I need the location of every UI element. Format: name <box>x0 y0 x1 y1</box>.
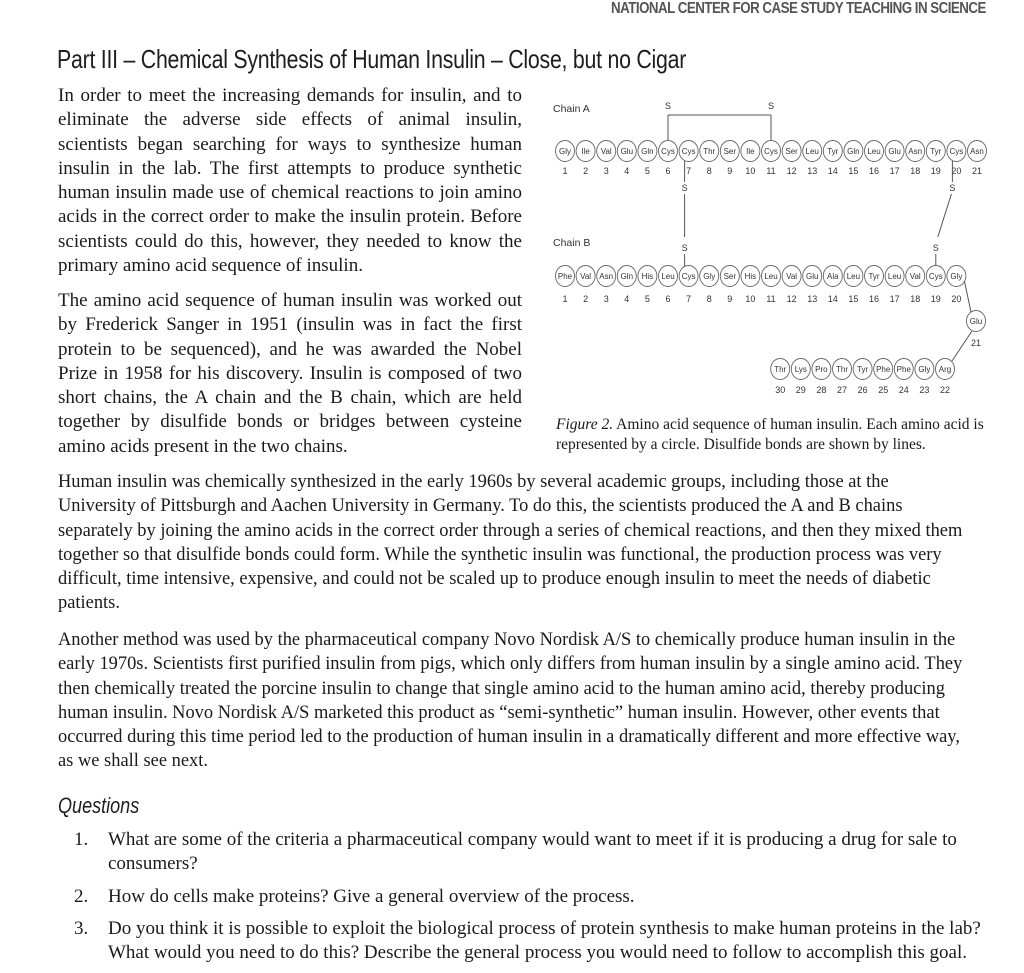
svg-text:Cys: Cys <box>681 272 696 281</box>
chain-a-residue <box>865 141 884 162</box>
chain-b-residue <box>741 266 760 287</box>
svg-text:Cys: Cys <box>928 272 943 281</box>
chain-b-residue <box>812 359 831 380</box>
svg-text:Ser: Ser <box>723 272 737 281</box>
svg-text:17: 17 <box>889 166 900 176</box>
svg-text:Leu: Leu <box>805 147 819 156</box>
question-text: What are some of the criteria a pharmaceutical company would want to meet if it is producing a drug for sale to consumers? <box>108 829 957 875</box>
svg-text:20: 20 <box>951 294 962 304</box>
svg-text:5: 5 <box>644 166 650 176</box>
svg-text:16: 16 <box>868 166 880 176</box>
chain-a-residue <box>556 141 575 162</box>
svg-text:28: 28 <box>816 385 827 395</box>
svg-text:Leu: Leu <box>887 272 902 281</box>
question-item <box>74 917 1004 966</box>
svg-text:Asn: Asn <box>908 147 923 156</box>
svg-text:29: 29 <box>795 385 806 395</box>
chain-b-residue <box>844 266 863 287</box>
svg-text:17: 17 <box>889 294 900 304</box>
svg-text:Leu: Leu <box>764 272 778 281</box>
svg-text:Val: Val <box>909 272 921 281</box>
chain-a-residue <box>968 141 987 162</box>
question-number: 2. <box>74 885 89 907</box>
svg-text:Chain B: Chain B <box>553 237 591 249</box>
questions-heading: Questions <box>58 793 140 818</box>
chain-a-residue <box>700 141 719 162</box>
svg-text:Thr: Thr <box>703 147 716 156</box>
chain-a-residue <box>762 141 781 162</box>
svg-text:16: 16 <box>868 294 880 304</box>
svg-text:Gln: Gln <box>847 147 860 156</box>
svg-text:8: 8 <box>706 166 712 176</box>
svg-text:1: 1 <box>562 294 568 304</box>
svg-text:Lys: Lys <box>794 365 807 374</box>
chain-a-residue <box>741 141 760 162</box>
svg-text:2: 2 <box>583 294 589 304</box>
chain-a-residue <box>906 141 925 162</box>
chain-b-residue <box>803 266 822 287</box>
svg-text:Ser: Ser <box>785 147 798 156</box>
svg-text:24: 24 <box>898 385 909 395</box>
chain-b-residue <box>865 266 884 287</box>
chain-b-residue <box>556 266 575 287</box>
question-text: How do cells make proteins? Give a general overview of the process. <box>108 885 635 907</box>
svg-text:Leu: Leu <box>867 147 881 156</box>
chain-b-residue <box>617 266 636 287</box>
svg-text:Asn: Asn <box>970 147 984 156</box>
chain-a-residue <box>679 141 698 162</box>
svg-text:Cys: Cys <box>681 147 696 156</box>
chain-b-residue <box>791 359 810 380</box>
chain-a-residue <box>782 141 801 162</box>
svg-text:19: 19 <box>930 166 941 176</box>
chain-b-residue <box>771 359 790 380</box>
svg-text:20: 20 <box>951 166 962 176</box>
question-item <box>74 828 1004 877</box>
chain-b-residue <box>762 266 781 287</box>
svg-text:3: 3 <box>603 166 609 176</box>
svg-text:19: 19 <box>930 294 941 304</box>
svg-text:Phe: Phe <box>876 365 891 374</box>
svg-text:14: 14 <box>827 294 838 304</box>
chain-a-residue <box>844 141 863 162</box>
svg-text:Ile: Ile <box>746 147 755 156</box>
chain-b-residue <box>967 311 986 332</box>
svg-text:8: 8 <box>706 294 712 304</box>
svg-text:Glu: Glu <box>969 317 983 326</box>
svg-text:Chain A: Chain A <box>553 103 590 115</box>
chain-b-residue <box>885 266 904 287</box>
svg-text:His: His <box>744 272 757 281</box>
svg-text:S: S <box>681 243 688 253</box>
svg-text:Pro: Pro <box>815 365 828 374</box>
svg-text:Tyr: Tyr <box>857 365 869 374</box>
chain-a-residue <box>617 141 636 162</box>
question-text: Do you think it is possible to exploit the biological process of protein synthesis to make human proteins in the lab? What would you need to do this? Describe the general process you would need to follow to accomplish this goal. <box>108 917 981 964</box>
chain-b-residue <box>894 359 913 380</box>
svg-text:Cys: Cys <box>764 147 778 156</box>
svg-text:30: 30 <box>775 385 786 395</box>
chain-a-residue <box>659 141 678 162</box>
svg-text:10: 10 <box>745 166 756 176</box>
svg-text:3: 3 <box>603 294 609 304</box>
paragraph-chemical-synthesis: Human insulin was chemically synthesized in the early 1960s by several academic groups, including those at the University of Pittsburgh and Aachen University in Germany. To do this, the scientists produced the A and B chains separately by joining the amino acids in the correct order through a series of chemical reactions, and then they mixed them together so that disulfide bonds could form. While the synthetic insulin was functional, the production process was very difficult, time intensive, expensive, and could not be scaled up to produce enough insulin to meet the needs of diabetic patients. <box>58 471 963 614</box>
svg-text:S: S <box>949 183 956 193</box>
svg-text:13: 13 <box>807 294 818 304</box>
svg-text:Phe: Phe <box>557 272 573 281</box>
paragraph-novo-nordisk: Another method was used by the pharmaceutical company Novo Nordisk A/S to chemically produce human insulin in the early 1970s. Scientists first purified insulin from pigs, which only differs from human insulin by a single amino acid. They then chemically treated the porcine insulin to change that single amino acid to the human amino acid, thereby producing human insulin. Novo Nordisk A/S marketed this product as “semi-synthetic” human insulin. However, other events that occurred during this time period led to the production of human insulin in a dramatically different and more effective way, as we shall see next. <box>58 629 963 772</box>
svg-text:9: 9 <box>727 294 733 304</box>
chain-b-residue <box>823 266 842 287</box>
svg-text:S: S <box>681 183 688 193</box>
svg-text:9: 9 <box>727 166 733 176</box>
question-number: 1. <box>74 829 89 850</box>
svg-text:12: 12 <box>786 166 797 176</box>
svg-text:Gly: Gly <box>703 272 716 281</box>
chain-b-residue <box>853 359 872 380</box>
question-item <box>74 885 1004 909</box>
svg-text:Val: Val <box>600 147 612 156</box>
chain-b-residue <box>947 266 966 287</box>
chain-b-residue <box>720 266 739 287</box>
chain-b-residue <box>576 266 595 287</box>
paragraph-intro: In order to meet the increasing demands for insulin, and to eliminate the adverse side effects of animal insulin, scientists began searching for ways to synthesize human insulin in the lab. The first attempts to produce synthetic human insulin made use of chemical reactions to join amino acids in the correct order to make the insulin protein. Before scientists could do this, however, they needed to know the primary amino acid sequence of insulin. <box>58 85 522 277</box>
svg-text:Tyr: Tyr <box>930 147 942 156</box>
svg-text:Thr: Thr <box>836 365 848 374</box>
svg-text:5: 5 <box>644 294 650 304</box>
svg-text:1: 1 <box>562 166 568 176</box>
chain-b-residue <box>833 359 852 380</box>
chain-b-residue <box>915 359 934 380</box>
chain-b-residue <box>638 266 657 287</box>
chain-b-residue <box>906 266 925 287</box>
svg-text:Val: Val <box>786 272 798 281</box>
svg-text:Ala: Ala <box>827 272 839 281</box>
svg-text:Gly: Gly <box>559 147 571 156</box>
svg-text:12: 12 <box>786 294 797 304</box>
figure-caption-text: Amino acid sequence of human insulin. Each amino acid is represented by a circle. Disulfide bonds are shown by lines. <box>556 416 984 453</box>
chain-a-residue <box>823 141 842 162</box>
svg-text:2: 2 <box>583 166 589 176</box>
amino-acid-diagram <box>548 95 988 410</box>
chain-a-residue <box>720 141 739 162</box>
svg-text:Leu: Leu <box>661 272 675 281</box>
svg-text:Gly: Gly <box>950 272 963 281</box>
chain-a-residue <box>597 141 616 162</box>
chain-b-residue <box>782 266 801 287</box>
svg-text:6: 6 <box>665 294 671 304</box>
figure-caption <box>556 415 986 455</box>
svg-text:Ile: Ile <box>581 147 590 156</box>
svg-text:Glu: Glu <box>888 147 901 156</box>
svg-text:18: 18 <box>910 166 921 176</box>
svg-text:S: S <box>932 243 939 253</box>
svg-text:Cys: Cys <box>661 147 675 156</box>
svg-text:21: 21 <box>970 338 982 348</box>
svg-text:22: 22 <box>939 385 951 395</box>
svg-text:27: 27 <box>836 385 848 395</box>
svg-text:6: 6 <box>665 166 671 176</box>
svg-text:14: 14 <box>827 166 838 176</box>
insulin-sequence-figure <box>548 95 988 410</box>
chain-a-residue <box>638 141 657 162</box>
svg-text:S: S <box>767 101 775 111</box>
svg-text:His: His <box>641 272 654 281</box>
question-number: 3. <box>74 917 89 939</box>
svg-text:7: 7 <box>686 294 692 304</box>
publisher-header: NATIONAL CENTER FOR CASE STUDY TEACHING IN SCIENCE <box>611 0 986 17</box>
questions-list <box>74 828 1004 973</box>
chain-a-residue <box>947 141 966 162</box>
svg-text:Gly: Gly <box>918 365 931 374</box>
chain-b-residue <box>597 266 616 287</box>
svg-text:4: 4 <box>624 166 630 176</box>
chain-a-residue <box>803 141 822 162</box>
svg-text:Tyr: Tyr <box>868 272 880 281</box>
svg-text:26: 26 <box>857 385 868 395</box>
chain-b-residue <box>700 266 719 287</box>
svg-text:Val: Val <box>580 272 592 281</box>
paragraph-sanger: The amino acid sequence of human insulin was worked out by Frederick Sanger in 1951 (insulin was in fact the first protein to be sequenced), and he was awarded the Nobel Prize in 1958 for his discovery. Insulin is composed of two short chains, the A chain and the B chain, which are held together by disulfide bonds or bridges between cysteine amino acids present in the two chains. <box>58 290 522 457</box>
svg-text:7: 7 <box>686 166 692 176</box>
figure-caption-label: Figure 2. <box>556 416 614 433</box>
svg-text:Cys: Cys <box>949 147 964 156</box>
svg-text:25: 25 <box>878 385 889 395</box>
svg-text:11: 11 <box>766 166 776 176</box>
svg-text:18: 18 <box>910 294 921 304</box>
svg-text:Glu: Glu <box>620 147 634 156</box>
chain-b-residue <box>659 266 678 287</box>
svg-text:Thr: Thr <box>774 365 787 374</box>
svg-text:Gln: Gln <box>620 272 634 281</box>
svg-text:S: S <box>664 101 672 111</box>
svg-text:10: 10 <box>745 294 756 304</box>
svg-text:Glu: Glu <box>805 272 819 281</box>
svg-text:Ser: Ser <box>723 147 737 156</box>
chain-b-residue <box>679 266 698 287</box>
chain-b-residue <box>926 266 945 287</box>
svg-text:Gln: Gln <box>641 147 654 156</box>
chain-a-residue <box>926 141 945 162</box>
svg-text:15: 15 <box>848 166 859 176</box>
chain-a-residue <box>885 141 904 162</box>
chain-b-residue <box>874 359 893 380</box>
svg-text:11: 11 <box>766 294 776 304</box>
svg-text:Phe: Phe <box>896 365 911 374</box>
svg-text:Asn: Asn <box>599 272 614 281</box>
svg-text:13: 13 <box>807 166 818 176</box>
svg-text:Leu: Leu <box>846 272 861 281</box>
chain-a-residue <box>576 141 595 162</box>
svg-text:Arg: Arg <box>938 365 952 374</box>
svg-text:Tyr: Tyr <box>827 147 839 156</box>
chain-b-residue <box>936 359 955 380</box>
svg-text:21: 21 <box>971 166 983 176</box>
page-title: Part III – Chemical Synthesis of Human Insulin – Close, but no Cigar <box>57 44 687 74</box>
svg-text:23: 23 <box>919 385 930 395</box>
svg-text:4: 4 <box>624 294 630 304</box>
svg-text:15: 15 <box>848 294 859 304</box>
